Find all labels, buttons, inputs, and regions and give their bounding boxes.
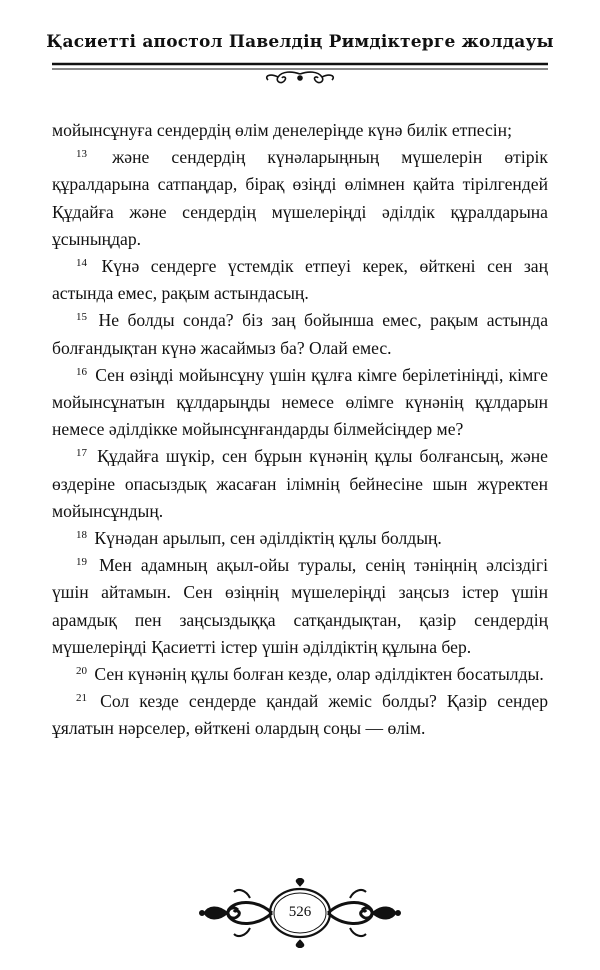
verse-number: 18 (76, 529, 87, 542)
verse-continuation (52, 117, 548, 144)
verse-text: Сол кезде сендерде қандай жеміс болды? Қазір сендер ұялатын нәрселер, өйткені олардың соңы — өлім. (52, 691, 548, 739)
page-number: 526 (288, 904, 312, 920)
running-header-title: Қасиетті апостол Павелдің Римдіктерге жолдауы (46, 32, 554, 52)
verse-text: Сен өзіңді мойынсұну үшін құлға кімге берілетініңді, кімге мойынсұнатын құлдарыңды немесе өлімге күнәнің құлдарын немесе әділдікке мойынсұнғандарды білмейсіңдер ме? (52, 364, 548, 440)
verse-text: мойынсұнуға сендердің өлім денелеріңде күнә билік етпесін; (52, 120, 512, 140)
verse-19 (52, 552, 548, 661)
header-ornament-rule (52, 58, 548, 88)
verse-14 (52, 253, 548, 307)
verse-text: Күнә сендерге үстемдік етпеуі керек, өйткені сен заң астында емес, рақым астындасың. (52, 256, 548, 304)
verse-number: 19 (76, 556, 87, 569)
verse-text: Сен күнәнің құлы болған кезде, олар әділдіктен босатылды. (94, 664, 544, 685)
scroll-flourish-icon (267, 72, 334, 83)
verse-text: Мен адамның ақыл-ойы туралы, сенің тәніңнің әлсіздігі үшін айтамын. Сен өзіңнің мүшелеріңді заңсыз істер үшін арамдық пен заңсыздыққа сатқандықтан, қазір сендердің мүшелеріңді Қасиетті істер үшін әділдіктің құлына бер. (52, 555, 549, 657)
verse-20 (52, 661, 548, 688)
verse-number: 15 (76, 311, 87, 324)
verse-text: Не болды сонда? біз заң бойынша емес, рақым астында болғандықтан күнә жасаймыз ба? Олай емес. (52, 310, 548, 358)
verse-21 (52, 688, 548, 742)
verse-number: 16 (76, 365, 87, 378)
verse-17 (52, 443, 548, 525)
verse-18 (52, 525, 548, 552)
verse-number: 14 (76, 257, 87, 270)
verse-16 (52, 362, 548, 444)
verse-15 (52, 307, 548, 361)
verse-text: Құдайға шүкір, сен бұрын күнәнің құлы болғансың, және өздеріне опасыздық жасаған ілімнің бейнесіне шын жүректен мойынсұндың. (52, 446, 548, 521)
verse-number: 13 (76, 148, 87, 161)
verse-text: Күнәдан арылып, сен әділдіктің құлы болдың. (94, 528, 442, 549)
verse-13 (52, 144, 548, 253)
verse-number: 17 (76, 447, 87, 460)
verse-number: 21 (76, 692, 87, 705)
verse-number: 20 (76, 665, 87, 678)
scripture-text (52, 117, 548, 743)
verse-text: және сендердің күнәларыңның мүшелерін өтірік құралдарына сатпаңдар, бірақ өзіңді өлімнен қайта тірілгендей Құдайға және сендердің мүшелеріңді әділдік құралдарына ұсыныңдар. (52, 147, 548, 249)
